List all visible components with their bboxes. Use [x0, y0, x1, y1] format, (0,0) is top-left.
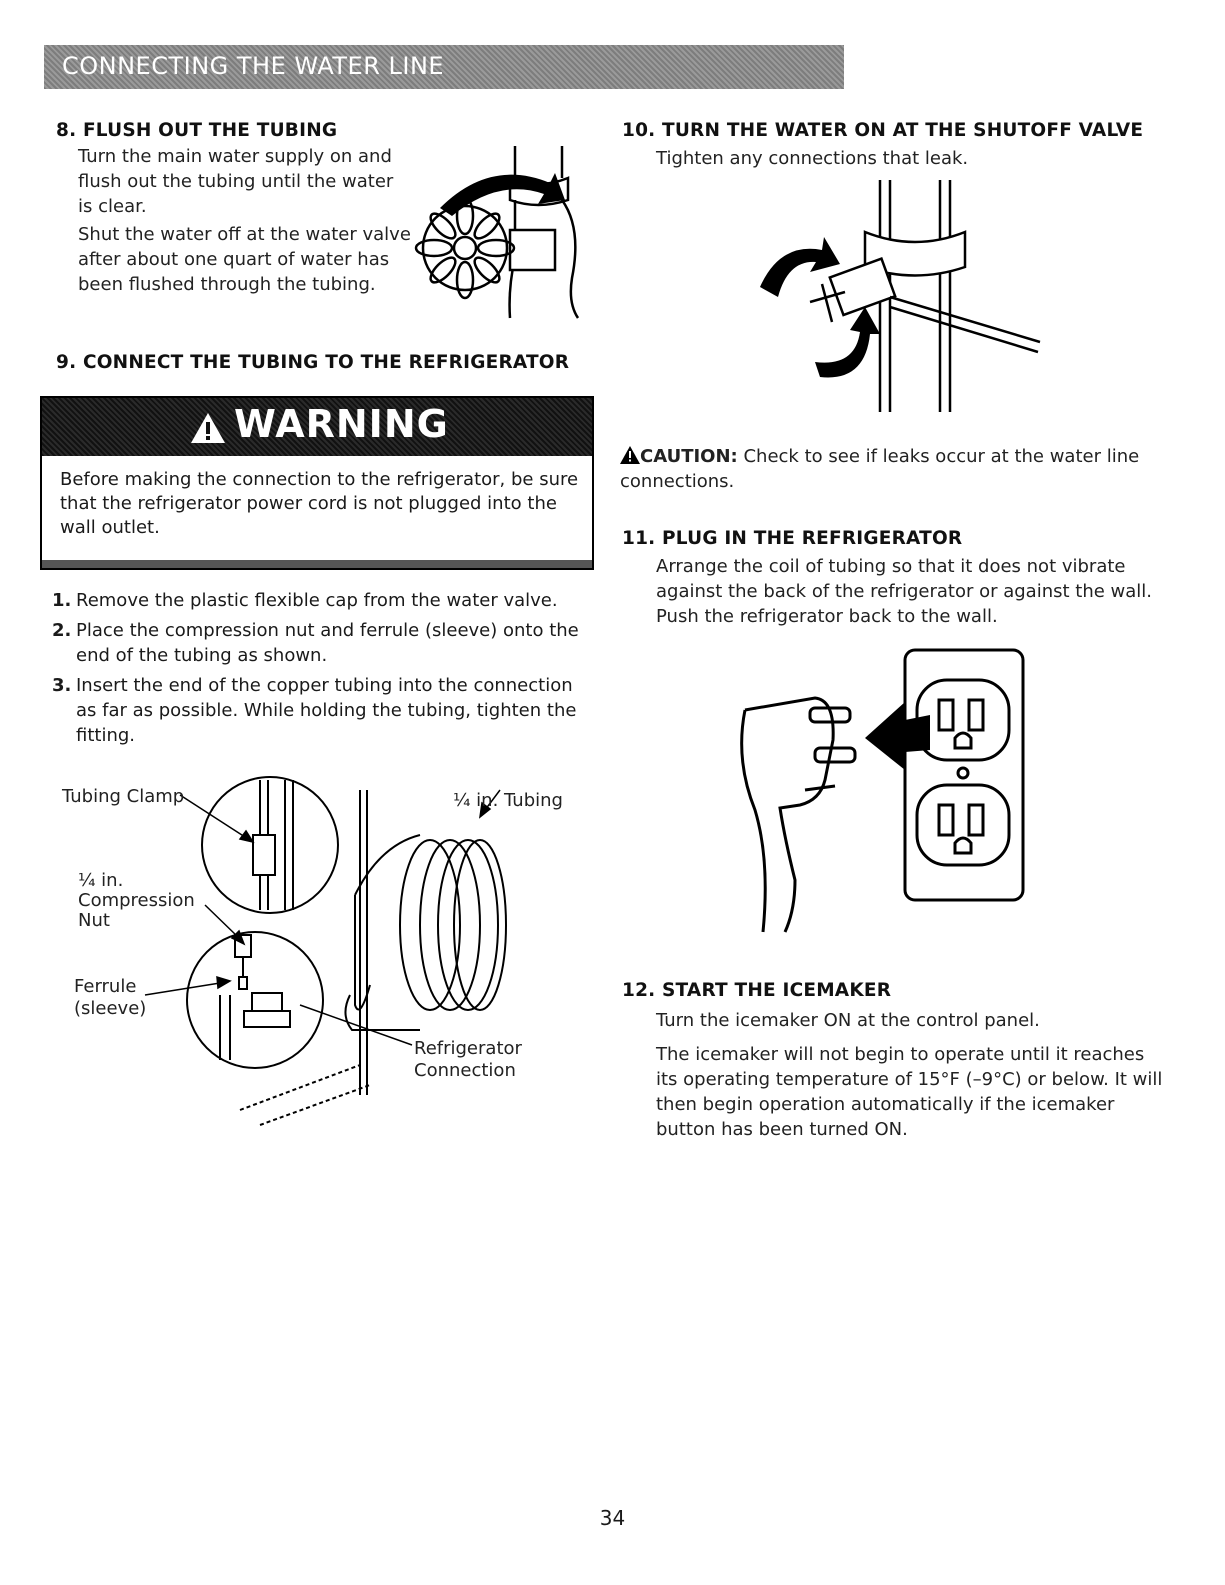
substep-text: Remove the plastic flexible cap from the water valve.: [76, 590, 558, 611]
warning-text: Before making the connection to the refrigerator, be sure that the refrigerator power cord is not plugged into the wall outlet.: [60, 469, 579, 538]
warning-triangle-icon: [190, 412, 226, 444]
wall-outlet-plug-illustration: [725, 640, 1035, 940]
step10-heading: 10. TURN THE WATER ON AT THE SHUTOFF VALVE: [622, 120, 1144, 141]
label-compression-nut-2: Compression: [78, 890, 195, 911]
label-quarter-tubing: ¼ in. Tubing: [453, 790, 563, 811]
step8-heading: 8. FLUSH OUT THE TUBING: [56, 120, 338, 141]
section-banner: [44, 45, 844, 89]
step12-para2: The icemaker will not begin to operate until it reaches its operating temperature of 15°F (–9°C) or below. It will then begin operation automatically if the icemaker button has been turned ON.: [656, 1044, 1163, 1140]
step12-heading: 12. START THE ICEMAKER: [622, 980, 892, 1001]
substep-number: 3.: [52, 675, 72, 696]
shutoff-valve-illustration: [410, 138, 595, 323]
label-refrigerator-connection-2: Connection: [414, 1060, 516, 1081]
step11-text: Arrange the coil of tubing so that it does not vibrate against the back of the refrigerator or against the wall. Push the refrigerator back to the wall.: [656, 556, 1153, 627]
step9-substeps: [52, 588, 597, 753]
step8-para1: Turn the main water supply on and flush out the tubing until the water is clear.: [78, 146, 394, 217]
step11-heading: 11. PLUG IN THE REFRIGERATOR: [622, 528, 963, 549]
section-title: CONNECTING THE WATER LINE: [62, 52, 445, 80]
step8-para2: Shut the water off at the water valve after about one quart of water has been flushed through the tubing.: [78, 224, 411, 295]
caution-text: Check to see if leaks occur at the water line connections.: [620, 446, 1140, 492]
page-number: 34: [599, 1506, 626, 1530]
warning-box: [40, 396, 594, 570]
step12-para1: Turn the icemaker ON at the control panel.: [656, 1010, 1040, 1031]
caution-triangle-icon: [620, 446, 640, 464]
shutoff-valve-connection-illustration: [740, 172, 1050, 432]
label-refrigerator-connection-1: Refrigerator: [414, 1038, 522, 1059]
substep-number: 2.: [52, 620, 72, 641]
list-item: [52, 673, 597, 748]
substep-number: 1.: [52, 590, 72, 611]
caution-block: [620, 444, 1180, 494]
step9-heading: 9. CONNECT THE TUBING TO THE REFRIGERATOR: [56, 352, 570, 373]
warning-title: WARNING: [234, 402, 449, 446]
label-compression-nut-3: Nut: [78, 910, 110, 931]
substep-text: Insert the end of the copper tubing into the connection as far as possible. While holding the tubing, tighten the fitting.: [76, 675, 577, 746]
label-ferrule-2: (sleeve): [74, 998, 147, 1019]
warning-header: [42, 398, 592, 456]
warning-footer-bar: [42, 560, 592, 568]
step10-text: Tighten any connections that leak.: [656, 148, 969, 169]
label-compression-nut-1: ¼ in.: [78, 870, 124, 891]
label-tubing-clamp: Tubing Clamp: [62, 786, 185, 807]
list-item: [52, 588, 597, 613]
label-ferrule-1: Ferrule: [74, 976, 137, 997]
substep-text: Place the compression nut and ferrule (sleeve) onto the end of the tubing as shown.: [76, 620, 579, 666]
caution-label: CAUTION:: [640, 446, 738, 467]
list-item: [52, 618, 597, 668]
